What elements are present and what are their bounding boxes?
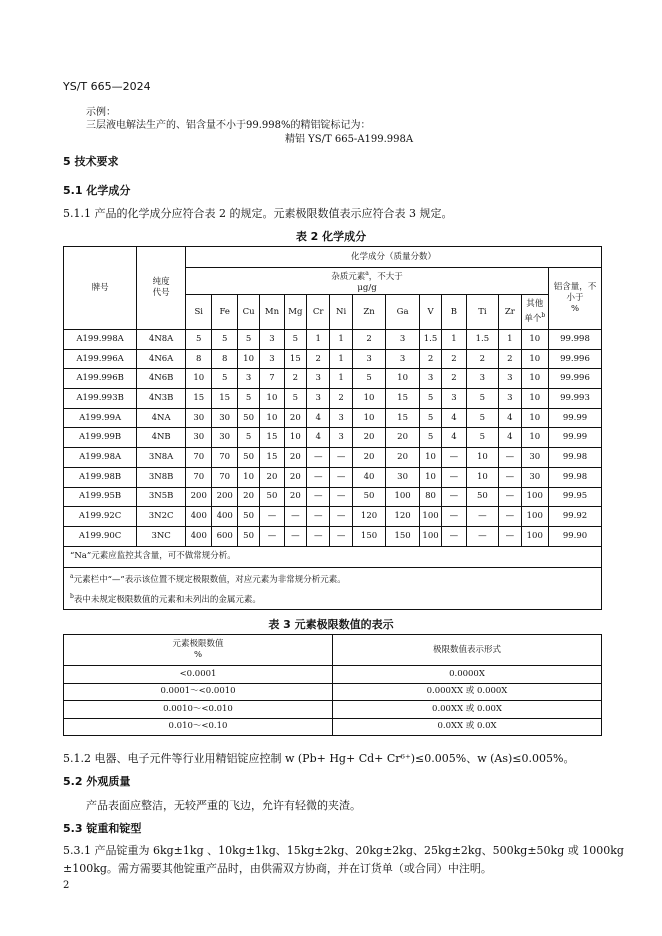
cell-impurity: 10 — [419, 467, 441, 487]
cell-al-content: 99.95 — [548, 487, 601, 507]
cell-impurity: 30 — [186, 428, 212, 448]
cell-impurity: 3 — [330, 408, 352, 428]
footnote-b: 表中未规定极限数值的元素和未列出的金属元素。 — [73, 595, 261, 606]
cell-impurity: 3 — [237, 369, 259, 389]
cell-impurity: — — [499, 467, 521, 487]
cell-impurity: 2 — [352, 330, 386, 350]
cell-purity-code: 3N8A — [137, 448, 186, 468]
cell-al-content: 99.99 — [548, 428, 601, 448]
header-al-content — [548, 268, 601, 330]
cell-impurity: 30 — [186, 408, 212, 428]
table-row — [64, 448, 602, 468]
cell-impurity: 10 — [237, 349, 259, 369]
cell-impurity: 10 — [386, 369, 420, 389]
cell-impurity: 10 — [352, 389, 386, 409]
cell-impurity: 5 — [237, 428, 259, 448]
header-element: Cu — [237, 295, 259, 330]
cell-impurity: 3 — [352, 349, 386, 369]
cell-range: <0.0001 — [64, 666, 333, 684]
cell-impurity: — — [442, 526, 466, 546]
cell-impurity: 15 — [284, 349, 306, 369]
cell-other-single: 10 — [521, 408, 548, 428]
header-al-line2: 小于 — [566, 293, 584, 303]
cell-impurity: 2 — [499, 349, 521, 369]
cell-impurity: — — [442, 507, 466, 527]
cell-form: 0.000XX 或 0.000X — [333, 683, 602, 701]
header-element: Si — [186, 295, 212, 330]
cell-impurity: 5 — [237, 330, 259, 350]
cell-impurity: — — [330, 487, 352, 507]
header-element: V — [419, 295, 441, 330]
cell-impurity: 15 — [212, 389, 237, 409]
cell-impurity: 3 — [499, 369, 521, 389]
cell-purity-code: 4N8A — [137, 330, 186, 350]
cell-grade: A199.996B — [64, 369, 137, 389]
cell-form: 0.00XX 或 0.00X — [333, 701, 602, 719]
cell-other-single: 10 — [521, 369, 548, 389]
header-element: B — [442, 295, 466, 330]
cell-impurity: 2 — [442, 369, 466, 389]
cell-impurity: — — [307, 507, 330, 527]
cell-impurity: 10 — [260, 408, 284, 428]
header-impurity — [186, 268, 549, 295]
section-5-2-title: 5.2 外观质量 — [63, 775, 131, 788]
cell-purity-code: 3N2C — [137, 507, 186, 527]
table3-header-range — [64, 635, 333, 666]
cell-impurity: 5 — [419, 408, 441, 428]
header-element: Ti — [466, 295, 499, 330]
example-label: 示例： — [86, 107, 116, 118]
table-row — [64, 389, 602, 409]
section-5-3-1-text-line2: ±100kg。需方需要其他锭重产品时，由供需双方协商，并在订货单（或合同）中注明。 — [63, 862, 492, 875]
cell-impurity: — — [499, 526, 521, 546]
cell-form: 0.0000X — [333, 666, 602, 684]
header-grade: 牌号 — [64, 247, 137, 330]
cell-al-content: 99.98 — [548, 467, 601, 487]
cell-impurity: 4 — [499, 408, 521, 428]
header-purity-code-line2: 代号 — [152, 288, 170, 298]
cell-impurity: 3 — [419, 369, 441, 389]
cell-impurity: — — [466, 526, 499, 546]
cell-impurity: 70 — [212, 467, 237, 487]
cell-impurity: 3 — [466, 369, 499, 389]
cell-purity-code: 3NC — [137, 526, 186, 546]
table-row — [64, 507, 602, 527]
cell-impurity: 1.5 — [466, 330, 499, 350]
cell-impurity: 15 — [260, 428, 284, 448]
cell-impurity: 10 — [284, 428, 306, 448]
cell-impurity: 20 — [284, 467, 306, 487]
cell-impurity: — — [260, 526, 284, 546]
table-row — [64, 526, 602, 546]
cell-impurity: 3 — [260, 349, 284, 369]
cell-al-content: 99.90 — [548, 526, 601, 546]
section-5-1-1-text: 5.1.1 产品的化学成分应符合表 2 的规定。元素极限数值表示应符合表 3 规定。 — [63, 207, 453, 220]
cell-impurity: 2 — [284, 369, 306, 389]
header-unit: μg/g — [357, 282, 377, 293]
cell-impurity: — — [499, 448, 521, 468]
table3-header-range-line2: % — [193, 650, 203, 660]
footnote-a-mark: a — [70, 572, 74, 580]
cell-impurity: 5 — [466, 389, 499, 409]
section-5-2-text: 产品表面应整洁，无较严重的飞边，允许有轻微的夹渣。 — [86, 799, 361, 812]
cell-impurity: 10 — [352, 408, 386, 428]
table-row — [64, 369, 602, 389]
cell-impurity: 50 — [260, 487, 284, 507]
cell-impurity: 120 — [386, 507, 420, 527]
cell-other-single: 10 — [521, 428, 548, 448]
cell-impurity: 2 — [330, 389, 352, 409]
cell-al-content: 99.993 — [548, 389, 601, 409]
cell-other-single: 30 — [521, 448, 548, 468]
cell-impurity: 1 — [330, 349, 352, 369]
cell-impurity: 400 — [186, 507, 212, 527]
cell-impurity: 5 — [419, 389, 441, 409]
header-other-sup: b — [541, 312, 546, 320]
cell-al-content: 99.996 — [548, 369, 601, 389]
header-al-line3: % — [570, 304, 580, 314]
cell-impurity: — — [499, 487, 521, 507]
cell-impurity: 5 — [237, 389, 259, 409]
cell-impurity: — — [330, 448, 352, 468]
cell-purity-code: 3N8B — [137, 467, 186, 487]
cell-purity-code: 4NB — [137, 428, 186, 448]
cell-impurity: 1 — [330, 369, 352, 389]
cell-impurity: 20 — [352, 448, 386, 468]
cell-impurity: 50 — [237, 507, 259, 527]
cell-grade: A199.998A — [64, 330, 137, 350]
cell-purity-code: 3N5B — [137, 487, 186, 507]
cell-impurity: 3 — [307, 389, 330, 409]
cell-impurity: 10 — [466, 467, 499, 487]
header-element: Ga — [386, 295, 420, 330]
cell-impurity: 7 — [260, 369, 284, 389]
cell-impurity: 20 — [284, 408, 306, 428]
header-element: Mg — [284, 295, 306, 330]
cell-range: 0.0001～<0.0010 — [64, 683, 333, 701]
table-row — [64, 487, 602, 507]
cell-impurity: 8 — [212, 349, 237, 369]
cell-impurity: 150 — [352, 526, 386, 546]
table-row — [64, 467, 602, 487]
cell-impurity: 15 — [386, 408, 420, 428]
header-purity-code-line1: 纯度 — [152, 277, 170, 287]
cell-impurity: 100 — [419, 507, 441, 527]
cell-range: 0.010～<0.10 — [64, 718, 333, 736]
cell-impurity: 150 — [386, 526, 420, 546]
standard-code: YS/T 665—2024 — [63, 80, 151, 93]
header-other-line2: 单个 — [524, 313, 542, 324]
cell-impurity: — — [284, 507, 306, 527]
cell-impurity: 1 — [307, 330, 330, 350]
cell-grade: A199.98B — [64, 467, 137, 487]
header-other-single — [521, 295, 548, 330]
cell-impurity: 30 — [212, 408, 237, 428]
header-purity-code — [137, 247, 186, 330]
cell-al-content: 99.998 — [548, 330, 601, 350]
header-al-line1: 铝含量，不 — [553, 282, 597, 292]
cell-impurity: 4 — [307, 408, 330, 428]
cell-impurity: — — [307, 487, 330, 507]
cell-impurity: 15 — [260, 448, 284, 468]
cell-grade: A199.996A — [64, 349, 137, 369]
cell-other-single: 100 — [521, 507, 548, 527]
cell-impurity: 400 — [186, 526, 212, 546]
cell-impurity: 3 — [442, 389, 466, 409]
cell-impurity: — — [442, 448, 466, 468]
cell-al-content: 99.99 — [548, 408, 601, 428]
cell-al-content: 99.98 — [548, 448, 601, 468]
cell-impurity: 50 — [352, 487, 386, 507]
cell-impurity: — — [442, 467, 466, 487]
cell-impurity: — — [307, 448, 330, 468]
cell-impurity: 1 — [499, 330, 521, 350]
page-number: 2 — [63, 880, 70, 891]
cell-impurity: 4 — [499, 428, 521, 448]
cell-impurity: 10 — [186, 369, 212, 389]
cell-impurity: 5 — [212, 330, 237, 350]
cell-impurity: — — [284, 526, 306, 546]
section-5-1-2-text: 5.1.2 电器、电子元件等行业用精铝锭应控制 w (Pb+ Hg+ Cd+ Cr⁶⁺)≤0.005%、w (As)≤0.005%。 — [63, 752, 575, 765]
cell-form: 0.0XX 或 0.0X — [333, 718, 602, 736]
cell-impurity: — — [330, 526, 352, 546]
cell-impurity: 5 — [352, 369, 386, 389]
cell-impurity: 50 — [237, 408, 259, 428]
cell-impurity: — — [442, 487, 466, 507]
header-impurity-sup: a — [365, 270, 369, 278]
header-element: Fe — [212, 295, 237, 330]
cell-other-single: 10 — [521, 389, 548, 409]
cell-purity-code: 4N6A — [137, 349, 186, 369]
cell-impurity: 3 — [330, 428, 352, 448]
cell-impurity: 5 — [466, 408, 499, 428]
cell-al-content: 99.996 — [548, 349, 601, 369]
cell-grade: A199.99A — [64, 408, 137, 428]
cell-impurity: — — [330, 507, 352, 527]
cell-impurity: 3 — [499, 389, 521, 409]
cell-impurity: 1 — [330, 330, 352, 350]
cell-other-single: 100 — [521, 526, 548, 546]
cell-impurity: 2 — [442, 349, 466, 369]
cell-impurity: 70 — [212, 448, 237, 468]
cell-grade: A199.993B — [64, 389, 137, 409]
cell-purity-code: 4N6B — [137, 369, 186, 389]
cell-impurity: 120 — [352, 507, 386, 527]
cell-impurity: 1.5 — [419, 330, 441, 350]
cell-al-content: 99.92 — [548, 507, 601, 527]
table2-caption: 表 2 化学成分 — [295, 230, 367, 243]
table-row — [64, 349, 602, 369]
cell-impurity: 5 — [284, 389, 306, 409]
cell-impurity: 15 — [386, 389, 420, 409]
header-element: Mn — [260, 295, 284, 330]
limit-value-table — [63, 634, 602, 736]
cell-impurity: — — [260, 507, 284, 527]
cell-impurity: — — [499, 507, 521, 527]
cell-impurity: 2 — [307, 349, 330, 369]
cell-range: 0.0010～<0.010 — [64, 701, 333, 719]
table3-caption: 表 3 元素极限数值的表示 — [268, 618, 394, 631]
cell-impurity: 3 — [307, 369, 330, 389]
cell-impurity: 5 — [212, 369, 237, 389]
cell-impurity: 3 — [386, 330, 420, 350]
section-5-title: 5 技术要求 — [63, 155, 119, 168]
cell-impurity: 70 — [186, 467, 212, 487]
table2-note-na: “Na”元素应监控其含量，可不做常规分析。 — [64, 546, 602, 567]
header-element: Cr — [307, 295, 330, 330]
cell-grade: A199.95B — [64, 487, 137, 507]
cell-purity-code: 4N3B — [137, 389, 186, 409]
section-5-3-1-text-line1: 5.3.1 产品锭重为 6kg±1kg 、10kg±1kg、15kg±2kg、20kg±2kg、25kg±2kg、500kg±50kg 或 1000kg — [63, 844, 624, 857]
cell-impurity: 5 — [466, 428, 499, 448]
cell-impurity: 10 — [419, 448, 441, 468]
cell-impurity: 5 — [284, 330, 306, 350]
cell-impurity: — — [466, 507, 499, 527]
cell-impurity: 30 — [386, 467, 420, 487]
table2-footnotes — [64, 567, 602, 610]
cell-impurity: 40 — [352, 467, 386, 487]
chemical-composition-table — [63, 246, 602, 610]
table-row — [64, 428, 602, 448]
cell-impurity: 50 — [237, 448, 259, 468]
cell-impurity: 10 — [466, 448, 499, 468]
header-element: Ni — [330, 295, 352, 330]
example-mark: 精铝 YS/T 665-A199.998A — [285, 134, 414, 145]
section-5-1-title: 5.1 化学成分 — [63, 184, 131, 197]
cell-impurity: 5 — [419, 428, 441, 448]
table3-header-form: 极限数值表示形式 — [333, 635, 602, 666]
cell-impurity: 80 — [419, 487, 441, 507]
cell-impurity: 100 — [419, 526, 441, 546]
cell-impurity: 10 — [260, 389, 284, 409]
cell-impurity: 30 — [212, 428, 237, 448]
cell-impurity: 20 — [260, 467, 284, 487]
cell-impurity: 70 — [186, 448, 212, 468]
cell-impurity: — — [307, 526, 330, 546]
cell-impurity: 15 — [186, 389, 212, 409]
cell-impurity: 20 — [284, 487, 306, 507]
cell-other-single: 100 — [521, 487, 548, 507]
cell-impurity: 1 — [442, 330, 466, 350]
header-impurity-label: 杂质元素 — [331, 271, 366, 282]
footnote-a: 元素栏中“—”表示该位置不规定极限数值，对应元素为非常规分析元素。 — [73, 574, 346, 585]
cell-impurity: 4 — [442, 428, 466, 448]
table-row — [64, 666, 602, 684]
header-composition: 化学成分（质量分数） — [186, 247, 602, 268]
cell-other-single: 10 — [521, 349, 548, 369]
example-text: 三层液电解法生产的、铝含量不小于99.998%的精铝锭标记为： — [86, 120, 371, 131]
cell-impurity: 50 — [466, 487, 499, 507]
cell-impurity: 20 — [284, 448, 306, 468]
cell-impurity: 2 — [466, 349, 499, 369]
footnote-b-mark: b — [70, 593, 74, 601]
table-row — [64, 718, 602, 736]
cell-impurity: 3 — [386, 349, 420, 369]
header-element: Zr — [499, 295, 521, 330]
cell-grade: A199.90C — [64, 526, 137, 546]
cell-impurity: 50 — [237, 526, 259, 546]
section-5-3-title: 5.3 锭重和锭型 — [63, 822, 142, 835]
cell-purity-code: 4NA — [137, 408, 186, 428]
cell-impurity: 400 — [212, 507, 237, 527]
cell-impurity: 20 — [237, 487, 259, 507]
cell-grade: A199.92C — [64, 507, 137, 527]
table-row — [64, 701, 602, 719]
table-row — [64, 330, 602, 350]
cell-impurity: — — [330, 467, 352, 487]
cell-impurity: 4 — [307, 428, 330, 448]
cell-impurity: 200 — [212, 487, 237, 507]
cell-impurity: 200 — [186, 487, 212, 507]
cell-impurity: — — [307, 467, 330, 487]
cell-impurity: 2 — [419, 349, 441, 369]
cell-impurity: 4 — [442, 408, 466, 428]
cell-impurity: 5 — [186, 330, 212, 350]
cell-impurity: 20 — [386, 448, 420, 468]
cell-grade: A199.99B — [64, 428, 137, 448]
cell-other-single: 10 — [521, 330, 548, 350]
cell-impurity: 10 — [237, 467, 259, 487]
table-row — [64, 408, 602, 428]
cell-impurity: 20 — [352, 428, 386, 448]
cell-impurity: 8 — [186, 349, 212, 369]
cell-impurity: 20 — [386, 428, 420, 448]
table-row — [64, 683, 602, 701]
cell-grade: A199.98A — [64, 448, 137, 468]
header-other-line1: 其他 — [526, 299, 544, 310]
cell-impurity: 600 — [212, 526, 237, 546]
header-impurity-suffix: ，不大于 — [368, 271, 403, 282]
cell-other-single: 30 — [521, 467, 548, 487]
table3-header-range-line1: 元素极限数值 — [172, 639, 224, 649]
header-element: Zn — [352, 295, 386, 330]
cell-impurity: 100 — [386, 487, 420, 507]
cell-impurity: 3 — [260, 330, 284, 350]
